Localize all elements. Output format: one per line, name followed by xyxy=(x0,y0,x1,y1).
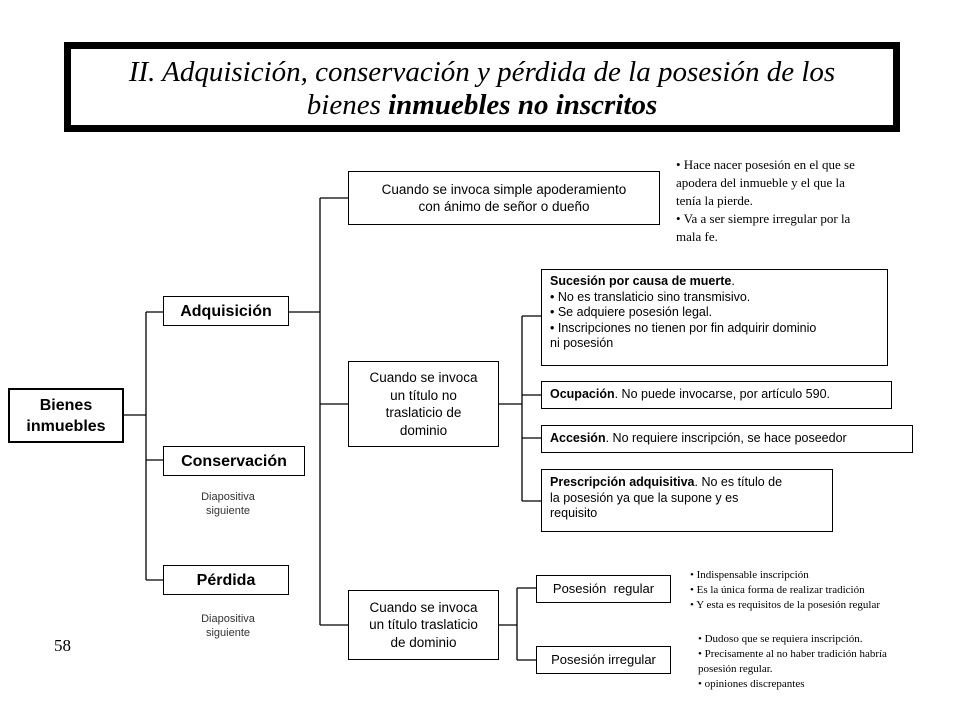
root-line-1: Bienes xyxy=(39,396,93,414)
apoderamiento-line-2: con ánimo de señor o dueño xyxy=(418,199,590,214)
connector-adquisicion xyxy=(289,198,348,625)
apoderamiento-note-1 xyxy=(676,156,906,210)
perdida-note-line-1: Diapositiva xyxy=(201,613,255,625)
irregular-note-1: • Dudoso que se requiera inscripción. xyxy=(698,633,863,645)
prescripcion-rest: . No es título de xyxy=(694,475,783,489)
apoderamiento-line-1: Cuando se invoca simple apoderamiento xyxy=(381,182,627,197)
possession-regular-label: Posesión regular xyxy=(552,581,655,596)
possession-regular xyxy=(536,575,671,603)
sucesion-item-1: • No es translaticio sino transmisivo. xyxy=(550,289,751,304)
sucesion-item-4: ni posesión xyxy=(550,336,614,350)
traslaticio-line-1: Cuando se invoca xyxy=(369,599,478,615)
root-node xyxy=(8,388,124,443)
invocation-apoderamiento xyxy=(348,171,660,225)
regular-note-3: • Y esta es requisitos de la posesión regular xyxy=(690,599,880,611)
prescripcion-line-3: requisito xyxy=(550,506,598,520)
slide-title xyxy=(64,42,900,132)
branch-adquisicion xyxy=(163,296,289,326)
no-traslaticio-line-3: traslaticio de xyxy=(385,405,462,420)
possession-irregular-label: Posesión irregular xyxy=(551,652,656,667)
irregular-notes xyxy=(698,632,948,692)
branch-conservacion-label: Conservación xyxy=(181,452,287,470)
apoderamiento-note-1-line-1: • Hace nacer posesión en el que se xyxy=(676,157,855,172)
possession-irregular xyxy=(536,646,671,674)
title-line-1: II. Adquisición, conservación y pérdida de la posesión de los xyxy=(128,56,836,88)
regular-note-2: • Es la única forma de realizar tradición xyxy=(690,584,865,596)
accesion-rest: . No requiere inscripción, se hace poseedor xyxy=(605,431,847,446)
invocation-traslaticio xyxy=(348,590,499,660)
branch-adquisicion-label: Adquisición xyxy=(180,302,272,320)
mode-accesion xyxy=(541,425,913,453)
no-traslaticio-line-1: Cuando se invoca xyxy=(369,370,478,385)
no-traslaticio-line-2: un título no xyxy=(390,387,457,403)
connector-possession xyxy=(499,588,536,660)
ocupacion-rest: . No puede invocarse, por artículo 590. xyxy=(614,387,830,402)
title-line-2-normal: bienes xyxy=(306,89,389,121)
conservacion-note-line-1: Diapositiva xyxy=(201,491,255,503)
mode-prescripcion xyxy=(541,469,833,532)
sucesion-heading xyxy=(550,274,879,290)
apoderamiento-note-2-line-1: • Va a ser siempre irregular por la xyxy=(676,211,851,226)
apoderamiento-note-1-line-2: apodera del inmueble y el que la xyxy=(676,175,845,190)
apoderamiento-notes xyxy=(676,156,906,246)
sucesion-item-2: • Se adquiere posesión legal. xyxy=(550,305,713,319)
apoderamiento-note-2-line-2: mala fe. xyxy=(676,229,718,244)
regular-notes xyxy=(690,568,940,613)
invocation-no-traslaticio xyxy=(348,361,499,447)
mode-sucesion xyxy=(541,269,888,366)
branch-conservacion xyxy=(163,446,305,476)
conservacion-note-line-2: siguiente xyxy=(205,505,251,517)
traslaticio-line-2: un título traslaticio xyxy=(369,617,478,633)
accesion-lead: Accesión xyxy=(550,431,606,446)
traslaticio-line-3: de dominio xyxy=(390,634,457,650)
title-line-2 xyxy=(71,89,893,122)
slide-number: 58 xyxy=(54,636,71,655)
title-line-2-bold: inmuebles no inscritos xyxy=(388,89,658,121)
no-traslaticio-line-4: dominio xyxy=(399,422,448,438)
perdida-note-line-2: siguiente xyxy=(205,627,251,639)
root-line-2: inmuebles xyxy=(26,417,106,435)
connector-root xyxy=(124,312,163,580)
apoderamiento-note-1-line-3: tenía la pierde. xyxy=(676,193,753,208)
apoderamiento-note-2 xyxy=(676,210,906,246)
irregular-note-2: • Precisamente al no haber tradición habría xyxy=(698,648,887,660)
sucesion-lead: Sucesión por causa de muerte xyxy=(550,274,732,288)
irregular-note-4: • opiniones discrepantes xyxy=(698,678,805,690)
conservacion-next-slide-note xyxy=(178,490,278,518)
sucesion-item-3: • Inscripciones no tienen por fin adquirir dominio xyxy=(550,320,817,335)
irregular-note-3: posesión regular. xyxy=(698,663,773,675)
sucesion-lead-suffix: . xyxy=(731,274,735,288)
perdida-next-slide-note xyxy=(178,612,278,640)
regular-note-1: • Indispensable inscripción xyxy=(690,569,809,581)
prescripcion-lead: Prescripción adquisitiva xyxy=(550,475,695,489)
branch-perdida-label: Pérdida xyxy=(196,571,256,589)
connector-modes xyxy=(499,316,541,501)
mode-ocupacion xyxy=(541,381,892,409)
prescripcion-line-2: la posesión ya que la supone y es xyxy=(550,490,739,505)
branch-perdida xyxy=(163,565,289,595)
ocupacion-lead: Ocupación xyxy=(550,387,615,402)
